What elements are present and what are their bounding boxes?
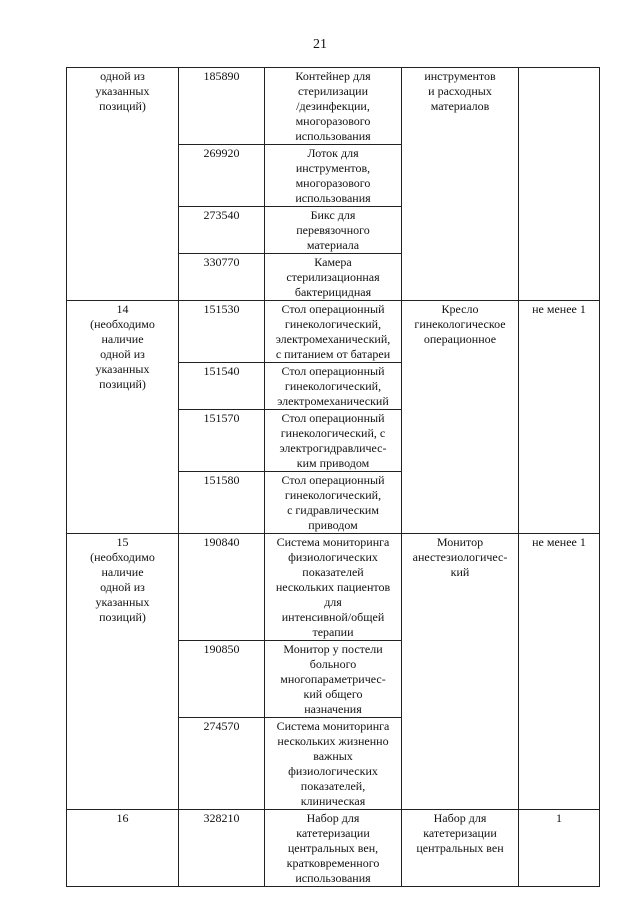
item-name-cell: Система мониторинга физиологических показателей нескольких пациентов для интенсивной/общей терапии bbox=[265, 534, 402, 641]
item-code-cell: 330770 bbox=[179, 254, 265, 301]
quantity-cell: не менее 1 bbox=[519, 534, 600, 810]
equipment-type-cell: инструментов и расходных материалов bbox=[402, 68, 519, 301]
table-row bbox=[67, 810, 600, 887]
table-row bbox=[67, 301, 600, 363]
item-name-cell: Система мониторинга нескольких жизненно важных физиологических показателей, клиническая bbox=[265, 718, 402, 810]
equipment-type-cell: Кресло гинекологическое операционное bbox=[402, 301, 519, 534]
item-code-cell: 328210 bbox=[179, 810, 265, 887]
item-name-cell: Камера стерилизационная бактерицидная bbox=[265, 254, 402, 301]
item-name-cell: Монитор у постели больного многопараметричес- кий общего назначения bbox=[265, 641, 402, 718]
item-code-cell: 151530 bbox=[179, 301, 265, 363]
item-code-cell: 151540 bbox=[179, 363, 265, 410]
item-name-cell: Контейнер для стерилизации /дезинфекции, многоразового использования bbox=[265, 68, 402, 145]
equipment-table-body bbox=[67, 68, 600, 887]
quantity-cell: не менее 1 bbox=[519, 301, 600, 534]
table-row bbox=[67, 534, 600, 641]
table-row bbox=[67, 68, 600, 145]
item-name-cell: Набор для катетеризации центральных вен, кратковременного использования bbox=[265, 810, 402, 887]
quantity-cell: 1 bbox=[519, 810, 600, 887]
item-code-cell: 151570 bbox=[179, 410, 265, 472]
item-code-cell: 273540 bbox=[179, 207, 265, 254]
group-label-cell: 16 bbox=[67, 810, 179, 887]
item-code-cell: 274570 bbox=[179, 718, 265, 810]
item-code-cell: 269920 bbox=[179, 145, 265, 207]
item-code-cell: 151580 bbox=[179, 472, 265, 534]
page-number: 21 bbox=[313, 37, 327, 52]
item-code-cell: 185890 bbox=[179, 68, 265, 145]
equipment-type-cell: Набор для катетеризации центральных вен bbox=[402, 810, 519, 887]
item-name-cell: Стол операционный гинекологический, электромеханический, с питанием от батареи bbox=[265, 301, 402, 363]
group-label-cell: одной из указанных позиций) bbox=[67, 68, 179, 301]
quantity-cell bbox=[519, 68, 600, 301]
equipment-type-cell: Монитор анестезиологичес- кий bbox=[402, 534, 519, 810]
item-name-cell: Стол операционный гинекологический, с электрогидравличес- ким приводом bbox=[265, 410, 402, 472]
item-name-cell: Стол операционный гинекологический, с гидравлическим приводом bbox=[265, 472, 402, 534]
item-name-cell: Лоток для инструментов, многоразового использования bbox=[265, 145, 402, 207]
item-name-cell: Стол операционный гинекологический, электромеханический bbox=[265, 363, 402, 410]
item-code-cell: 190840 bbox=[179, 534, 265, 641]
group-label-cell: 15 (необходимо наличие одной из указанных позиций) bbox=[67, 534, 179, 810]
group-label-cell: 14 (необходимо наличие одной из указанных позиций) bbox=[67, 301, 179, 534]
item-name-cell: Бикс для перевязочного материала bbox=[265, 207, 402, 254]
equipment-table bbox=[66, 67, 600, 887]
item-code-cell: 190850 bbox=[179, 641, 265, 718]
